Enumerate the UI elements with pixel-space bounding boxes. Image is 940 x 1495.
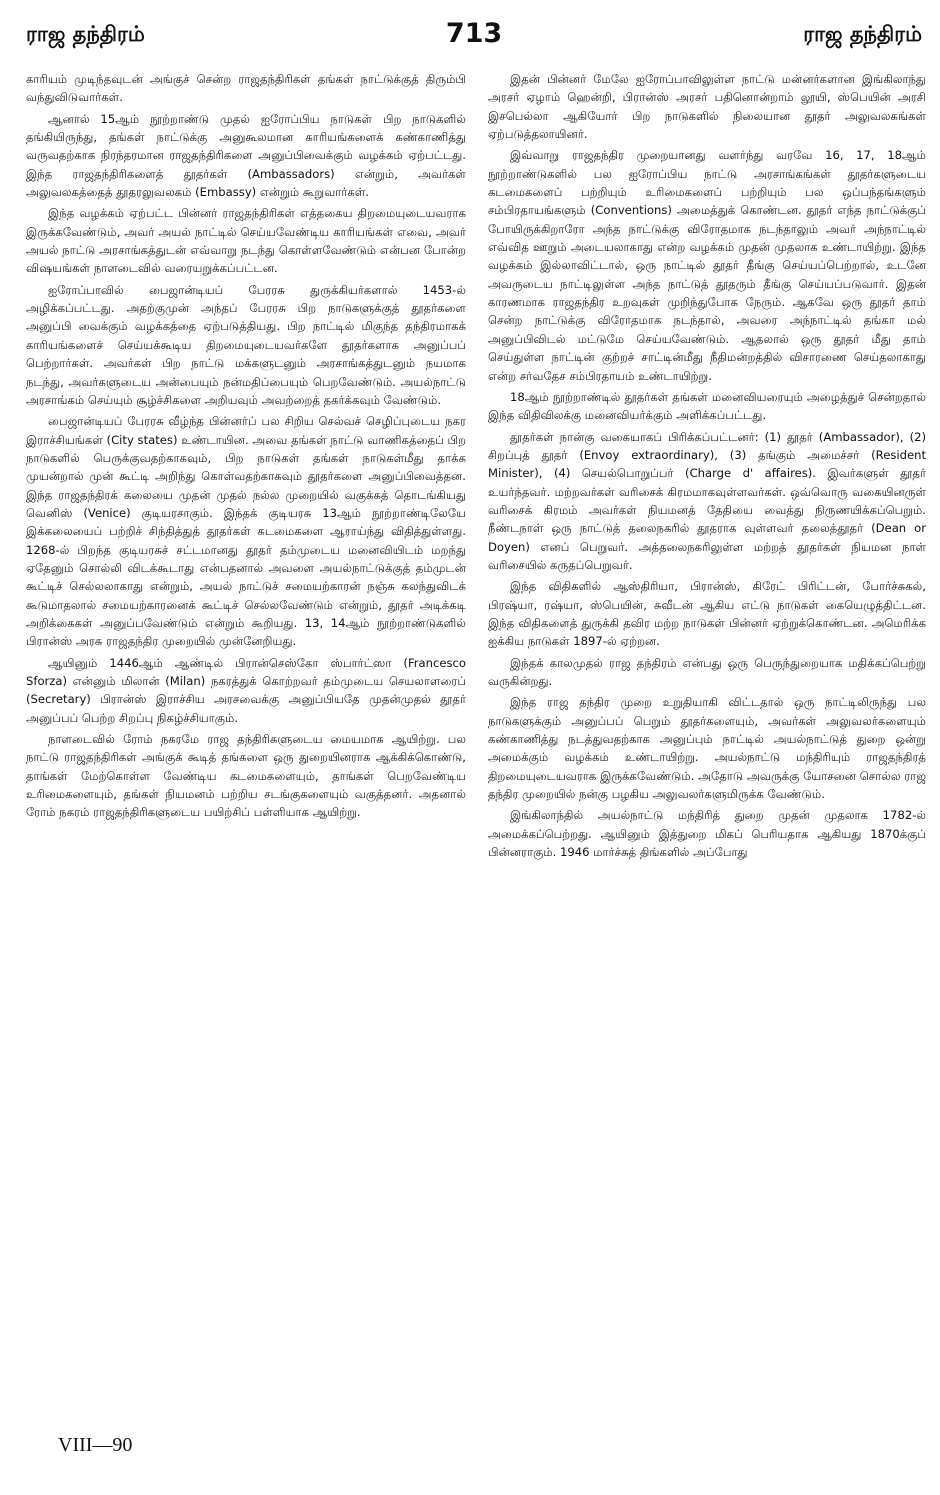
paragraph: ஆயினும் 1446ஆம் ஆண்டில் பிரான்செஸ்கோ ஸ்பார்ட்ஸா (Francesco Sforza) என்னும் மிலான் (Milan) நகரத்துக் கொற்றவர் தம்முடைய செயலாளரைப் (Secretary) பிரான்ஸ் இராச்சிய அரசவைக்கு அனுப்பியதே முதன்முதல் தூதர் அனுப்பப் பெற்ற சிறப்பு நிகழ்ச்சியாகும். — [26, 655, 466, 725]
paragraph: பைஜான்டியப் பேரரசு வீழ்ந்த பின்னர்ப் பல சிறிய செல்வச் செழிப்புடைய நகர இராச்சியங்கள் (City states) உண்டாயின. அவை தங்கள் நாட்டு வாணிகத்தைப் பிற நாடுகளில் பெருக்குவதற்காகவும், பிற நாடுகள் தங்கள் நாடுகள்மீது தாக்க முயன்றால் முன் கூட்டி அறிந்து கொள்வதற்காகவும் தூதர்களை அனுப்பிவைத்தன. இந்த ராஜதந்திரக் கலையை முதன் முதல் நல்ல முறையில் வகுக்கத் தொடங்கியது வெனிஸ் (Venice) குடியரசாகும். இந்தக் குடியரசு 13ஆம் நூற்றாண்டிலேயே இக்கலையைப் பற்றிச் சிந்தித்துத் தூதர்கள் கடமைகளை ஆராய்ந்து விதித்துள்ளது. 1268-ல் பிறந்த குடியரசுச் சட்டமானது தூதர் தம்முடைய மனைவியிடம் மறந்து ஏதேனும் சொல்லி விடக்கூடாது என்பதனால் அவளை அயல்நாட்டுக்குத் தம்முடன் கூட்டிச் செல்லலாகாது என்றும், அயல் நாட்டுச் சமையற்காரன் நஞ்சு கலந்துவிடக் கூடுமாதலால் சமையற்காரனைக் கூட்டிச் செல்லவேண்டும் என்றும், தூதர் அடிக்கடி அறிக்கைகள் அனுப்பவேண்டும் என்றும் கூறியது. 13, 14ஆம் நூற்றாண்டுகளில் பிரான்ஸ் அரசு ராஜதந்திர முறையில் முன்னேறியது. — [26, 414, 466, 649]
left-column — [26, 70, 466, 825]
paragraph: காரியம் முடிந்தவுடன் அங்குச் சென்ற ராஜதந்திரிகள் தங்கள் நாட்டுக்குத் திரும்பி வந்துவிடுவார்கள். — [26, 72, 466, 105]
paragraph: இந்த விதிகளில் ஆஸ்திரியா, பிரான்ஸ், கிரேட் பிரிட்டன், போர்ச்சுகல், பிரஷ்யா, ரஷ்யா, ஸ்பெயின், சுவீடன் ஆகிய எட்டு நாடுகள் கையெழுத்திட்டன. இந்த விதிகளைத் துருக்கி தவிர மற்ற நாடுகள் பின்னர் ஏற்றுக்கொண்டன. அமெரிக்க ஐக்கிய நாடுகள் 1897-ல் ஏற்றன. — [488, 579, 926, 649]
paragraph: இந்த வழக்கம் ஏற்பட்ட பின்னர் ராஜதந்திரிகள் எத்தகைய திறமையுடையவராக இருக்கவேண்டும், அவர் அயல் நாட்டில் செய்யவேண்டிய காரியங்கள் எவை, அவர் அயல் நாட்டு அரசாங்கத்துடன் எவ்வாறு நடந்து கொள்ளவேண்டும் என்பன போன்ற விஷயங்கள் நாளடைவில் வரையறுக்கப்பட்டன. — [26, 206, 466, 276]
running-title-right: ராஜ தந்திரம் — [803, 22, 922, 46]
paragraph: ஆனால் 15ஆம் நூற்றாண்டு முதல் ஐரோப்பிய நாடுகள் பிற நாடுகளில் தங்கியிருந்து, தங்கள் நாட்டுக்கு அனுகூலமான காரியங்களைக் கண்காணித்து வருவதற்காக நிரந்தரமான ராஜதந்திரிகளை அனுப்பிவைக்கும் வழக்கம் ஏற்பட்டது. இந்த ராஜதந்திரிகளைத் தூதர்கள் (Ambassadors) என்றும், அவர்கள் அலுவலகத்தைத் தூதரலுவலகம் (Embassy) என்றும் கூறுவார்கள். — [26, 111, 466, 200]
paragraph: ஐரோப்பாவில் பைஜான்டியப் பேரரசு துருக்கியர்களால் 1453-ல் அழிக்கப்பட்டது. அதற்குமுன் அந்தப் பேரரசு பிற நாடுகளுக்குத் தூதர்களை அனுப்பி வைக்கும் வழக்கத்தை ஏற்படுத்தியது. பிற நாட்டில் மிகுந்த தந்திரமாகக் காரியங்களைச் செய்யக்கூடிய திறமையுடையவர்களே தூதர்களாக அனுப்பப் பெற்றார்கள். அவர்கள் பிற நாட்டு மக்களுடனும் அரசாங்கத்துடனும் நயமாக நடந்து, அவர்களுடைய அன்பையும் நன்மதிப்பையும் பெறவேண்டும். அயல்நாட்டு அரசாங்கம் செய்யும் சூழ்ச்சிகளை அறியவும் அவற்றைத் தகர்க்கவும் வேண்டும். — [26, 282, 466, 407]
paragraph: நாளடைவில் ரோம் நகரமே ராஜ தந்திரிகளுடைய மையமாக ஆயிற்று. பல நாட்டு ராஜதந்திரிகள் அங்குக் கூடித் தங்களை ஒரு துறையினராக ஆக்கிக்கொண்டு, தாங்கள் மேற்கொள்ள வேண்டிய கடமைகளையும், தாங்கள் பெறவேண்டிய உரிமைகளையும், தங்கள் நியமனம் பற்றிய சடங்குகளையும் வகுத்தனர். அதனால் ரோம் நகரம் ராஜதந்திரிகளுடைய பயிற்சிப் பள்ளியாக ஆயிற்று. — [26, 732, 466, 820]
paragraph: இந்த ராஜ தந்திர முறை உறுதியாகி விட்டதால் ஒரு நாட்டிலிருந்து பல நாடுகளுக்கும் அனுப்பப் பெறும் தூதர்களையும், அவர்கள் அலுவலர்களையும் கண்காணித்து நடத்துவதற்காக அனுப்பும் நாட்டில் அயல்நாட்டுத் துறை ஒன்று அமைக்கும் வழக்கம் உண்டாயிற்று. அயல்நாட்டு மந்திரியும் ராஜதந்திரத் திறமையுடையவராக இருக்கவேண்டும். அதோடு அவருக்கு யோசனை சொல்ல ராஜ தந்திர முறையில் நன்கு பழகிய அலுவலர்களுமிருக்க வேண்டும். — [488, 695, 926, 802]
paragraph: இங்கிலாந்தில் அயல்நாட்டு மந்திரித் துறை முதன் முதலாக 1782-ல் அமைக்கப்பெற்றது. ஆயினும் இத்துறை மிகப் பெரியதாக ஆகியது 1870க்குப் பின்னராகும். 1946 மார்ச்சுத் திங்களில் அப்போது — [488, 808, 926, 860]
volume-signature: VIII—90 — [58, 1434, 133, 1456]
paragraph: 18ஆம் நூற்றாண்டில் தூதர்கள் தங்கள் மனைவியரையும் அழைத்துச் சென்றதால் இந்த விதிவிலக்கு மனைவியர்க்கும் அளிக்கப்பட்டது. — [488, 389, 926, 423]
page-header — [26, 18, 922, 62]
page-number: 713 — [445, 18, 503, 49]
paragraph: இதன் பின்னர் மேலே ஐரோப்பாவிலுள்ள நாட்டு மன்னர்களான இங்கிலாந்து அரசர் ஏழாம் ஹென்றி, பிரான்ஸ் அரசர் பதினொன்றாம் லூயி, ஸ்பெயின் அரசி இசபெல்லா ஆகியோர் பிற நாடுகளில் நிலையான தூதர் அலுவலகங்கள் ஏற்படுத்தலாயினர். — [488, 72, 926, 142]
paragraph: தூதர்கள் நான்கு வகையாகப் பிரிக்கப்பட்டனர்: (1) தூதர் (Ambassador), (2) சிறப்புத் தூதர் (Envoy extraordinary), (3) தங்கும் அமைச்சர் (Resident Minister), (4) செயல்பொறுப்பர் (Charge d' affaires). இவர்களுள் தூதர் உயர்ந்தவர். மற்றவர்கள் வரிசைக் கிரமமாகவுள்ளவர்கள். ஒவ்வொரு வகையினருள் வரிசைக் கிரமம் அவர்கள் நியமனத் தேதியை வைத்து நிருணயிக்கப்பெறும். நீண்டநாள் ஒரு நாட்டுத் தலைநகரில் தூதராக வுள்ளவர் தலைத்தூதர் (Dean or Doyen) எனப் பெறுவர். அத்தலைநகரிலுள்ள மற்றத் தூதர்கள் நியமன நாள் வரிசையில் கருதப்பெறுவர். — [488, 429, 926, 572]
paragraph: இவ்வாறு ராஜதந்திர முறையானது வளர்ந்து வரவே 16, 17, 18ஆம் நூற்றாண்டுகளில் பல ஐரோப்பிய நாட்டு அரசாங்கங்கள் தூதர்களுடைய கடமைகளைப் பற்றியும் உரிமைகளைப் பற்றியும் பல ஒப்பந்தங்களும் சம்பிரதாயங்களும் (Conventions) அமைத்துக் கொண்டன. தூதர் எந்த நாட்டுக்குப் போயிருக்கிறாரோ அந்த நாட்டுக்கு விரோதமாக நடந்தாலும் அவர் அந்நாட்டில் எவ்வித ஊறும் அடையலாகாது என்ற வழக்கம் முதன் முதலாக உண்டாயிற்று. இந்த வழக்கம் இல்லாவிட்டால், ஒரு நாட்டில் தூதர் தீங்கு செய்யப்பெற்றால், உடனே அவருடைய நாட்டிலுள்ள அந்த நாட்டுத் தூதரும் தீங்கு செய்யப்படுவார். இதன் காரணமாக ராஜதந்திர உறவுகள் முறிந்துபோக நேரும். ஆகவே ஒரு தூதர் தாம் சென்ற நாட்டுக்கு விரோதமாக நடந்தால், அவரை அந்நாட்டில் தங்கா மல் அனுப்பிவிடல் மட்டுமே செய்யவேண்டும். ஆதலால் ஒரு தூதர் மீது தாம் செய்துள்ள நாட்டின் குற்றச் சாட்டின்மீது நீதிமன்றத்தில் விசாரணை செய்தலாகாது என்ற சர்வதேச சம்பிரதாயம் உண்டாயிற்று. — [488, 148, 926, 383]
right-column — [488, 70, 926, 864]
running-title-left: ராஜ தந்திரம் — [26, 22, 145, 46]
paragraph: இந்தக் காலமுதல் ராஜ தந்திரம் என்பது ஒரு பெருந்துறையாக மதிக்கப்பெற்று வருகின்றது. — [488, 655, 926, 688]
